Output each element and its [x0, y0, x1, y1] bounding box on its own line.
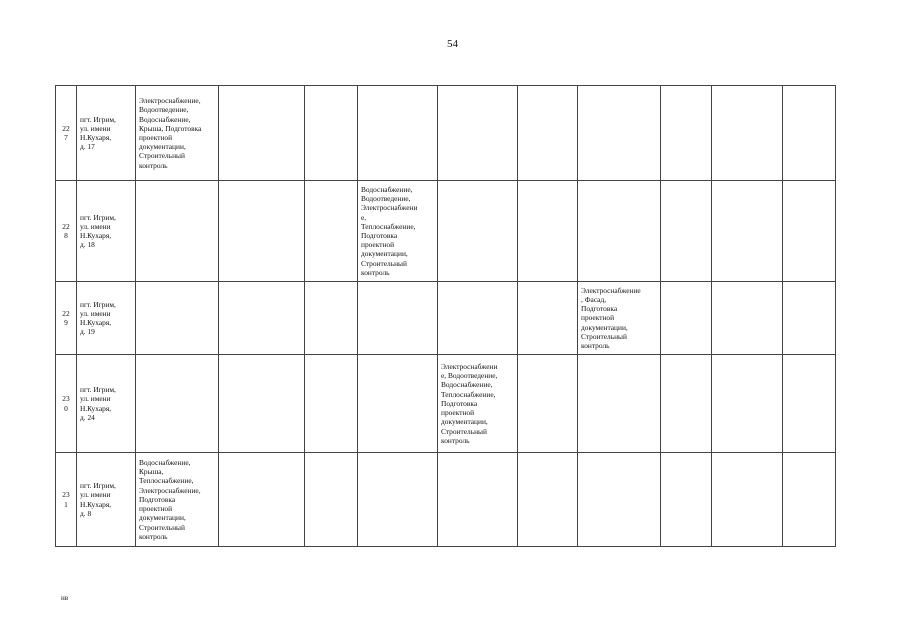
- empty-cell: [578, 86, 661, 181]
- empty-cell: [438, 453, 518, 547]
- address-cell: пгт. Игрим, ул. имени Н.Кухаря, д. 18: [77, 181, 136, 282]
- works-text: Водоснабжение, Водоотведение, Электроснабжени е, Теплоснабжение, Подготовка проектной документации, Строительный контроль: [361, 184, 418, 277]
- empty-cell: [712, 181, 783, 282]
- empty-cell: [438, 181, 518, 282]
- empty-cell: [358, 282, 438, 355]
- empty-cell: [518, 181, 578, 282]
- table-row: [56, 181, 836, 282]
- empty-cell: [712, 282, 783, 355]
- empty-cell: [661, 86, 712, 181]
- empty-cell: [136, 181, 219, 282]
- address-cell: пгт. Игрим, ул. имени Н.Кухаря, д. 24: [77, 355, 136, 453]
- empty-cell: [661, 181, 712, 282]
- empty-cell: [578, 355, 661, 453]
- works-cell: [136, 86, 219, 181]
- empty-cell: [358, 355, 438, 453]
- empty-cell: [783, 86, 836, 181]
- works-text: Электроснабжение, Водоотведение, Водоснабжение, Крыша, Подготовка проектной документации, Строительный контроль: [139, 96, 202, 170]
- empty-cell: [219, 86, 305, 181]
- empty-cell: [783, 355, 836, 453]
- footer-mark: нв: [61, 594, 69, 602]
- empty-cell: [305, 86, 358, 181]
- empty-cell: [578, 453, 661, 547]
- empty-cell: [661, 453, 712, 547]
- empty-cell: [358, 453, 438, 547]
- empty-cell: [712, 453, 783, 547]
- page-number: 54: [447, 38, 458, 50]
- empty-cell: [219, 181, 305, 282]
- empty-cell: [783, 181, 836, 282]
- works-cell: [578, 282, 661, 355]
- empty-cell: [518, 355, 578, 453]
- empty-cell: [136, 355, 219, 453]
- empty-cell: [518, 86, 578, 181]
- empty-cell: [438, 86, 518, 181]
- row-number: 22 8: [56, 181, 77, 282]
- empty-cell: [305, 355, 358, 453]
- empty-cell: [518, 282, 578, 355]
- empty-cell: [712, 86, 783, 181]
- empty-cell: [305, 282, 358, 355]
- empty-cell: [219, 453, 305, 547]
- empty-cell: [219, 355, 305, 453]
- empty-cell: [518, 453, 578, 547]
- empty-cell: [358, 86, 438, 181]
- address-cell: пгт. Игрим, ул. имени Н.Кухаря, д. 17: [77, 86, 136, 181]
- address-cell: пгт. Игрим, ул. имени Н.Кухаря, д. 8: [77, 453, 136, 547]
- empty-cell: [136, 282, 219, 355]
- capital-repair-table: [55, 85, 836, 547]
- empty-cell: [578, 181, 661, 282]
- row-number: 23 0: [56, 355, 77, 453]
- works-text: Электроснабжени е, Водоотведение, Водоснабжение, Теплоснабжение, Подготовка проектной документации, Строительный контроль: [441, 362, 498, 445]
- table-row: [56, 453, 836, 547]
- row-number: 22 7: [56, 86, 77, 181]
- works-cell: [358, 181, 438, 282]
- works-cell: [438, 355, 518, 453]
- table-row: [56, 355, 836, 453]
- address-cell: пгт. Игрим, ул. имени Н.Кухаря, д. 19: [77, 282, 136, 355]
- empty-cell: [783, 282, 836, 355]
- empty-cell: [661, 282, 712, 355]
- row-number: 23 1: [56, 453, 77, 547]
- empty-cell: [305, 181, 358, 282]
- table-row: [56, 86, 836, 181]
- empty-cell: [305, 453, 358, 547]
- empty-cell: [783, 453, 836, 547]
- empty-cell: [661, 355, 712, 453]
- works-text: Водоснабжение, Крыша, Теплоснабжение, Электроснабжение, Подготовка проектной документации, Строительный контроль: [139, 458, 201, 541]
- works-cell: [136, 453, 219, 547]
- empty-cell: [219, 282, 305, 355]
- row-number: 22 9: [56, 282, 77, 355]
- works-text: Электроснабжение , Фасад, Подготовка проектной документации, Строительный контроль: [581, 285, 641, 350]
- empty-cell: [712, 355, 783, 453]
- empty-cell: [438, 282, 518, 355]
- table-row: [56, 282, 836, 355]
